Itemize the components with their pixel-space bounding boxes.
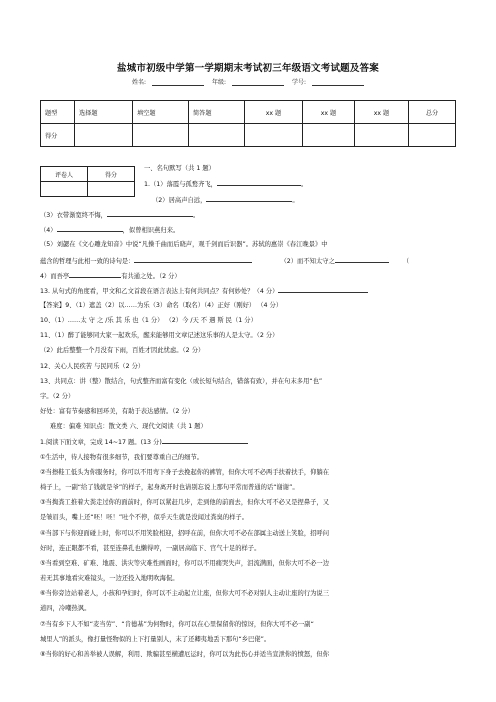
score-table-header-row: [41, 101, 456, 124]
passage-line: ⑦当有乡下人不如“麦当劳”、“肯德基”为何物时，你可以在心里保留你的惊讶，但你大可不必一副“: [40, 621, 314, 628]
score-table: [40, 100, 456, 147]
passage-line: 椅子上，一副“给了钱就是爷”的样子，起身离开时也请别忘说上那句平常而普通的话“谢谢”。: [40, 484, 299, 491]
question-text: （: [402, 258, 410, 265]
answer-line: 13、共同点：讲（整）散结合，句式整齐而富有变化（或长短句结合，错落有致），并在句末多用“也”: [40, 378, 323, 385]
answer-blank[interactable]: [69, 270, 121, 278]
question-line: [152, 194, 299, 206]
score-table-cell: 选择题: [75, 101, 133, 124]
question-line: [144, 178, 307, 190]
question-line: [40, 436, 248, 448]
score-row-label: 得分: [41, 124, 75, 147]
score-table-score-row: [41, 124, 456, 147]
score-input-cell[interactable]: [245, 124, 303, 147]
passage-line: 好时，连正眼都不看，甚至连鼻孔也懒得哼，一副居高临下、官气十足的样子。: [40, 545, 261, 552]
answer-blank[interactable]: [134, 255, 252, 263]
question-text: 1.阅读下面文章，完成 14~17 题。(13 分): [40, 439, 162, 446]
grader-input-cell[interactable]: [41, 182, 88, 197]
score-table-cell: 题型: [41, 101, 75, 124]
question-text: 13. 从句式的角度看，甲文和乙文首段在语言表达上有何共同点？有何妙处？（4 分）: [40, 288, 279, 295]
passage-line: 是皱眉头，嘴上还“呸！呸！”吐个不停，似乎天生就是没闻过粪臭的样子。: [40, 514, 249, 521]
question-text: 1.（1）落霞与孤鹜齐飞，: [144, 181, 217, 188]
answer-line: 字。（2 分）: [40, 393, 75, 400]
score-table-cell: xx 题: [303, 101, 355, 124]
score-table-cell: xx 题: [245, 101, 303, 124]
grade-label: 年级:: [211, 79, 227, 86]
number-label: 学号:: [291, 79, 306, 86]
passage-line: 若无其事地看灾难镜头，一边还投入地明吹海侃。: [40, 575, 179, 582]
grader-table: [40, 166, 135, 197]
student-info-line: [0, 77, 496, 86]
passage-line: ④当部下与你迎面碰上时，你可以不用笑脸相迎，招呼在前，但你大可不必在部属主动送上笑脸，招呼问: [40, 530, 330, 537]
question-text: （3）衣带渐宽终不悔，: [40, 212, 107, 219]
passage-line: ⑥当你旁边站着老人，小孩和孕妇时，你可以不主动起立让座，但你大可不必对别人主动让座的行为说三: [40, 590, 330, 597]
answer-blank[interactable]: [206, 194, 292, 202]
score-input-cell[interactable]: [75, 124, 133, 147]
page-title: 盐城市初级中学第一学期期末考试初三年级语文考试题及答案: [117, 63, 379, 74]
name-blank[interactable]: [152, 79, 204, 86]
score-table-cell: 简答题: [189, 101, 245, 124]
score-table-cell: 总分: [409, 101, 456, 124]
question-text: 蕴含的哲理与此相一致的诗句是：: [40, 258, 135, 265]
score-input-cell[interactable]: [133, 124, 189, 147]
score-input-cell[interactable]: [409, 124, 456, 147]
answer-line: 12、关心人民疾苦 与民同乐（2 分）: [40, 363, 145, 370]
answer-blank[interactable]: [107, 209, 193, 217]
grader-score-label: 得分: [88, 167, 135, 182]
question-text: （2）居高声自远，: [152, 197, 207, 204]
score-input-cell[interactable]: [303, 124, 355, 147]
answer-line: 【答案】9、（1）遮盖（2）以……为乐（3）命名（取名）（4）正好（刚好） （4 分）: [40, 302, 283, 309]
question-text: （2）而不知太守之: [280, 258, 335, 265]
passage-line: 城里人”的派头，像打量怪物似的上下打量别人，末了还卿夷地丢下那句“乡巴佬”。: [40, 636, 271, 643]
question-line: [40, 255, 409, 267]
number-blank[interactable]: [312, 79, 364, 86]
name-label: 姓名:: [132, 79, 147, 86]
score-input-cell[interactable]: [355, 124, 409, 147]
answer-blank[interactable]: [57, 224, 123, 232]
question-text: 。: [292, 197, 299, 204]
question-line: [40, 209, 199, 221]
answer-blank[interactable]: [335, 255, 389, 263]
grade-blank[interactable]: [232, 79, 284, 86]
answer-blank[interactable]: [217, 178, 301, 186]
answer-line: 好处：富有节奏感和回环美，有助于表达感情。（2 分）: [40, 408, 194, 415]
answer-line: 11、（1）醉了能够同大家一起欢乐，醒来能够用文章记述这乐事的人是太守。（2 分）: [40, 332, 279, 339]
passage-line: 道四，冷嘲热讽。: [40, 605, 91, 612]
question-line: [40, 285, 368, 297]
passage-line: ⑤当看到空难、矿难、地震、洪灾等灾难性画面时，你可以不用痛哭失声，泪流满面，但你大可不必一边: [40, 560, 330, 567]
section-heading: 一、名句默写（共 1 题）: [144, 165, 215, 172]
question-text: （4）: [40, 227, 57, 234]
passage-line: ①生活中，待人接物有很多细节，我们要尊重自己的细节。: [40, 454, 204, 461]
answer-line: 10、（1）……太 守 之 /乐 其 乐 也（1 分） （2）今 /天 不 遇 斯 民（1 分）: [40, 317, 257, 324]
passage-line: ⑧当你的好心和善举被人误解，利用、欺骗甚至横遭厄运时，你可以为此伤心并适当宣泄你的愤怒，但你: [40, 651, 330, 658]
grader-score-cell[interactable]: [88, 182, 135, 197]
question-text: ，似曾相识燕归来。: [122, 227, 180, 234]
passage-line: ②当擦鞋工低头为你服务时，你可以不用弯下身子去挽起你的裤管，但你大可不必两手扶着扶手，仰躺在: [40, 469, 330, 476]
question-text: 4）而吾亭: [40, 273, 70, 280]
passage-line: ③当掏粪工推着大粪走过你的面前时，你可以紧赶几步，走到他的前面去，但你大可不必又是捏鼻子，又: [40, 499, 330, 506]
score-table-cell: 填空题: [133, 101, 189, 124]
meta-line: 难度：偏难 知识点：散文类 六、现代文阅读（共 1 题）: [50, 423, 207, 430]
answer-line: （2）此后整整一个月没有下雨，百姓才因此忧虑。（2 分）: [40, 347, 205, 354]
score-table-cell: xx 题: [355, 101, 409, 124]
question-line: [40, 270, 181, 282]
question-text: 有共通之处。（2 分）: [121, 273, 181, 280]
question-line: [40, 224, 179, 236]
question-line: （5）刘勰在《文心雕龙知音》中说“凡操千曲而后晓声，观千剑而后识器”。苏轼的惠崇《春江晚景》中: [40, 241, 328, 248]
question-text: 。: [300, 181, 308, 188]
question-text: 。: [192, 212, 200, 219]
grader-label: 评卷人: [41, 167, 88, 182]
score-input-cell[interactable]: [189, 124, 245, 147]
answer-blank[interactable]: [278, 285, 368, 293]
answer-blank[interactable]: [162, 436, 248, 444]
